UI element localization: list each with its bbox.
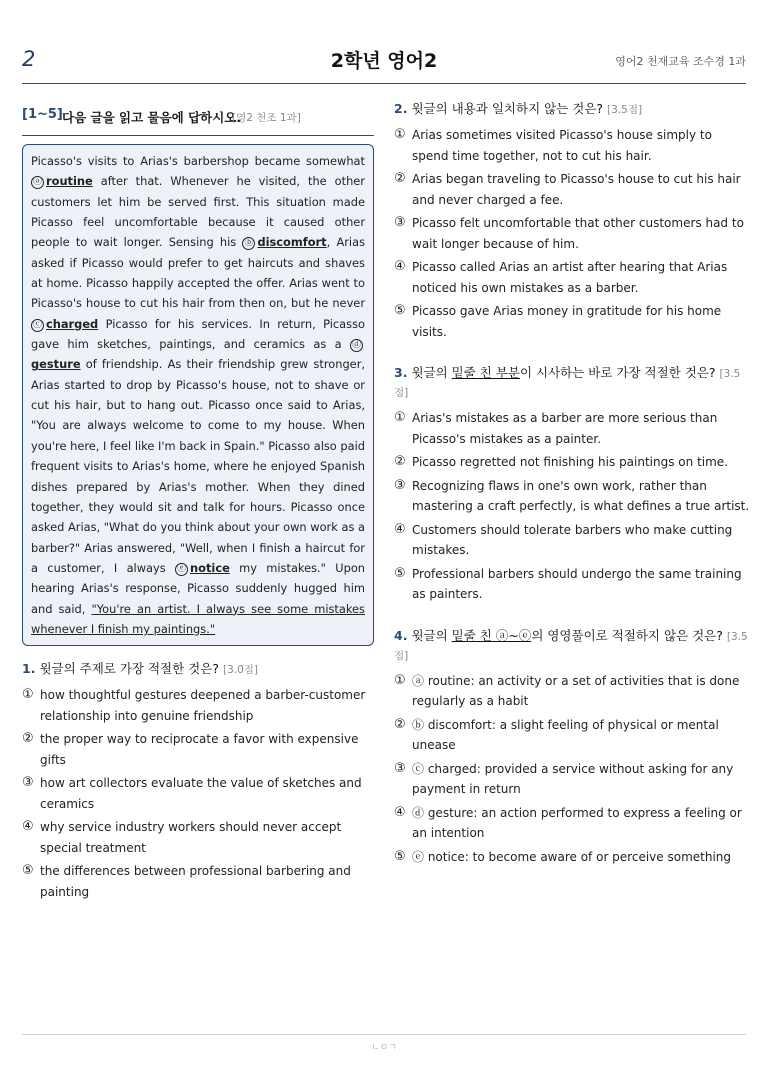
question-number: 4. — [394, 627, 408, 643]
option-text: Picasso felt uncomfortable that other customers had to wait longer because of him. — [412, 216, 744, 251]
option-mark: ④ — [394, 804, 406, 820]
option-4[interactable] — [394, 520, 750, 561]
option-text: Arias sometimes visited Picasso's house simply to spend time together, not to cut his hair. — [412, 128, 712, 163]
option-text: ⓐ routine: an activity or a set of activities that is done regularly as a habit — [412, 673, 740, 708]
option-text: Arias's mistakes as a barber are more serious than Picasso's mistakes as a painter. — [412, 411, 718, 446]
keyword-discomfort: discomfort — [257, 235, 327, 250]
option-4[interactable] — [394, 257, 750, 298]
option-text: how thoughtful gestures deepened a barber-customer relationship into genuine friendship — [40, 688, 366, 723]
passage-text: , Arias asked if Picasso would prefer to get haircuts and shaves at home. Picasso happily accepted the offer. Arias went to Picasso's house to cut his hair from then on, but he never — [31, 235, 366, 311]
option-1[interactable] — [394, 125, 750, 166]
instruction-source: [영2 천조 1과] — [232, 112, 301, 124]
footer-text: ㄴㅇㄱ — [370, 1043, 398, 1053]
marker-a: ⓐ — [32, 177, 42, 188]
instruction-bar — [22, 100, 374, 136]
page-number: 2 — [22, 47, 36, 71]
option-text: ⓓ gesture: an action performed to express a feeling or an intention — [412, 805, 742, 840]
question-1-head — [22, 660, 374, 679]
option-mark: ③ — [394, 215, 406, 230]
option-text: ⓔ notice: to become aware of or perceive something — [412, 849, 732, 864]
option-1[interactable] — [394, 408, 750, 449]
option-mark: ② — [394, 171, 406, 186]
question-3 — [394, 364, 750, 605]
page-header — [22, 44, 746, 84]
marker-d: ⓓ — [351, 340, 361, 351]
option-5[interactable] — [394, 847, 750, 868]
option-text: ⓒ charged: provided a service without asking for any payment in return — [412, 761, 734, 796]
question-number: 2. — [394, 101, 408, 116]
keyword-routine: routine — [46, 174, 93, 189]
question-text: 윗글의 내용과 일치하지 않는 것은? — [411, 101, 604, 116]
passage-text: after that. Whenever he visited, the other customers let him be served first. This situation made Picasso feel uncomfortable because it caused other people to wait longer. Sensing his — [31, 174, 365, 250]
option-3[interactable] — [394, 213, 750, 254]
question-number: 1. — [22, 661, 36, 677]
option-5[interactable] — [22, 861, 374, 902]
option-text: Picasso called Arias an artist after hearing that Arias noticed his own mistakes as a barber. — [412, 260, 728, 295]
option-text: ⓑ discomfort: a slight feeling of physical or mental unease — [412, 717, 719, 752]
option-mark: ⑤ — [394, 848, 406, 864]
passage-text: of friendship. As their friendship grew stronger, Arias started to drop by Picasso's house, not to shave or cut his hair, but to hang out. Picasso once said to Arias, "You are always welcome to come to my house. When you're here, I feel like I'm back in Spain." Picasso also paid frequent visits to Arias's home, where he enjoyed Spanish dishes prepared by Arias's mother. When they dined together, they would sit and talk for hours. Picasso once asked Arias, "What do you think about your own work as a barber?" Arias answered, "Well, when I finish a haircut for a customer, I always — [31, 357, 365, 575]
option-1[interactable] — [394, 671, 750, 712]
option-text: why service industry workers should never accept special treatment — [40, 820, 342, 855]
question-text-underlined: 밑줄 친 부분 — [451, 365, 520, 380]
footer-divider — [22, 1034, 746, 1035]
right-column — [394, 100, 750, 870]
reading-passage — [22, 144, 374, 646]
option-3[interactable] — [22, 773, 374, 814]
option-mark: ④ — [22, 819, 34, 835]
option-mark: ① — [394, 672, 406, 688]
option-mark: ② — [22, 731, 34, 747]
marker-c: ⓒ — [32, 319, 42, 330]
question-text: 이 시사하는 바로 가장 적절한 것은? — [519, 365, 716, 380]
option-mark: ③ — [394, 760, 406, 776]
option-mark: ⑤ — [394, 303, 406, 318]
question-3-options — [394, 408, 750, 605]
passage-text: Picasso's visits to Arias's barbershop became somewhat — [31, 154, 365, 168]
question-2-head — [394, 100, 750, 119]
option-text: how art collectors evaluate the value of sketches and ceramics — [40, 776, 362, 811]
option-3[interactable] — [394, 759, 750, 800]
question-text: 윗글의 주제로 가장 적절한 것은? — [39, 661, 219, 677]
option-text: Picasso regretted not finishing his paintings on time. — [412, 455, 728, 469]
question-2-options — [394, 125, 750, 342]
option-text: the proper way to reciprocate a favor with expensive gifts — [40, 732, 359, 767]
page-title: 2학년 영어2 — [330, 50, 438, 72]
question-points: [3.5점] — [607, 104, 643, 116]
question-points: [3.5점] — [394, 368, 741, 399]
question-number: 3. — [394, 365, 408, 380]
option-mark: ② — [394, 716, 406, 732]
marker-e: ⓔ — [177, 563, 187, 574]
option-5[interactable] — [394, 301, 750, 342]
option-1[interactable] — [22, 685, 374, 726]
instruction-text: 다음 글을 읽고 물음에 답하시오. — [62, 110, 242, 125]
page-subtitle: 영어2 천재교육 조수경 1과 — [615, 55, 746, 68]
option-mark: ⑤ — [22, 863, 34, 879]
left-column — [22, 100, 374, 905]
option-text: Recognizing flaws in one's own work, rather than mastering a craft perfectly, is what defines a true artist. — [412, 478, 750, 513]
option-mark: ① — [22, 687, 34, 703]
question-text: 의 영영풀이로 적절하지 않은 것은? — [531, 627, 723, 643]
option-text: Customers should tolerate barbers who make cutting mistakes. — [412, 522, 733, 557]
keyword-gesture: gesture — [31, 357, 81, 372]
option-text: Arias began traveling to Picasso's house to cut his hair and never charged a fee. — [412, 172, 741, 207]
question-1 — [22, 660, 374, 902]
question-1-options — [22, 685, 374, 902]
option-mark: ③ — [394, 477, 406, 493]
option-text: Professional barbers should undergo the same training as painters. — [412, 566, 742, 601]
question-text: 윗글의 — [411, 627, 452, 643]
question-points: [3.0점] — [222, 664, 259, 677]
underlined-quote: "You're an artist. I always see some mistakes whenever I finish my paintings." — [31, 601, 365, 636]
option-2[interactable] — [22, 729, 374, 770]
option-mark: ① — [394, 127, 406, 142]
passage-text: Picasso for his services. In return, Picasso gave him sketches, paintings, and ceramics as a — [31, 316, 365, 352]
option-text: the differences between professional barbering and painting — [40, 864, 351, 899]
question-3-head — [394, 364, 750, 402]
question-text-underlined: 밑줄 친 ⓐ~ⓔ — [451, 627, 532, 643]
option-mark: ③ — [22, 775, 34, 791]
option-2[interactable] — [394, 169, 750, 210]
question-text: 윗글의 — [411, 365, 452, 380]
option-4[interactable] — [22, 817, 374, 858]
keyword-notice: notice — [190, 560, 230, 575]
option-text: Picasso gave Arias money in gratitude for his home visits. — [412, 304, 722, 339]
option-2[interactable] — [394, 452, 750, 473]
option-5[interactable] — [394, 564, 750, 605]
option-4[interactable] — [394, 803, 750, 844]
question-2 — [394, 100, 750, 342]
option-mark: ① — [394, 410, 406, 425]
option-mark: ② — [394, 454, 406, 469]
question-points: [3.5점] — [394, 630, 748, 662]
passage-text: my mistakes." Upon hearing Arias's response, Picasso suddenly hugged him and said, — [31, 560, 366, 616]
option-mark: ④ — [394, 259, 406, 274]
option-2[interactable] — [394, 715, 750, 756]
question-4 — [394, 627, 750, 868]
question-4-options — [394, 671, 750, 868]
question-4-head — [394, 627, 750, 665]
marker-b: ⓑ — [244, 238, 254, 249]
keyword-charged: charged — [46, 316, 99, 331]
option-3[interactable] — [394, 476, 750, 517]
instruction-range: [1~5] — [22, 107, 63, 122]
option-mark: ⑤ — [394, 565, 406, 581]
option-mark: ④ — [394, 521, 406, 537]
